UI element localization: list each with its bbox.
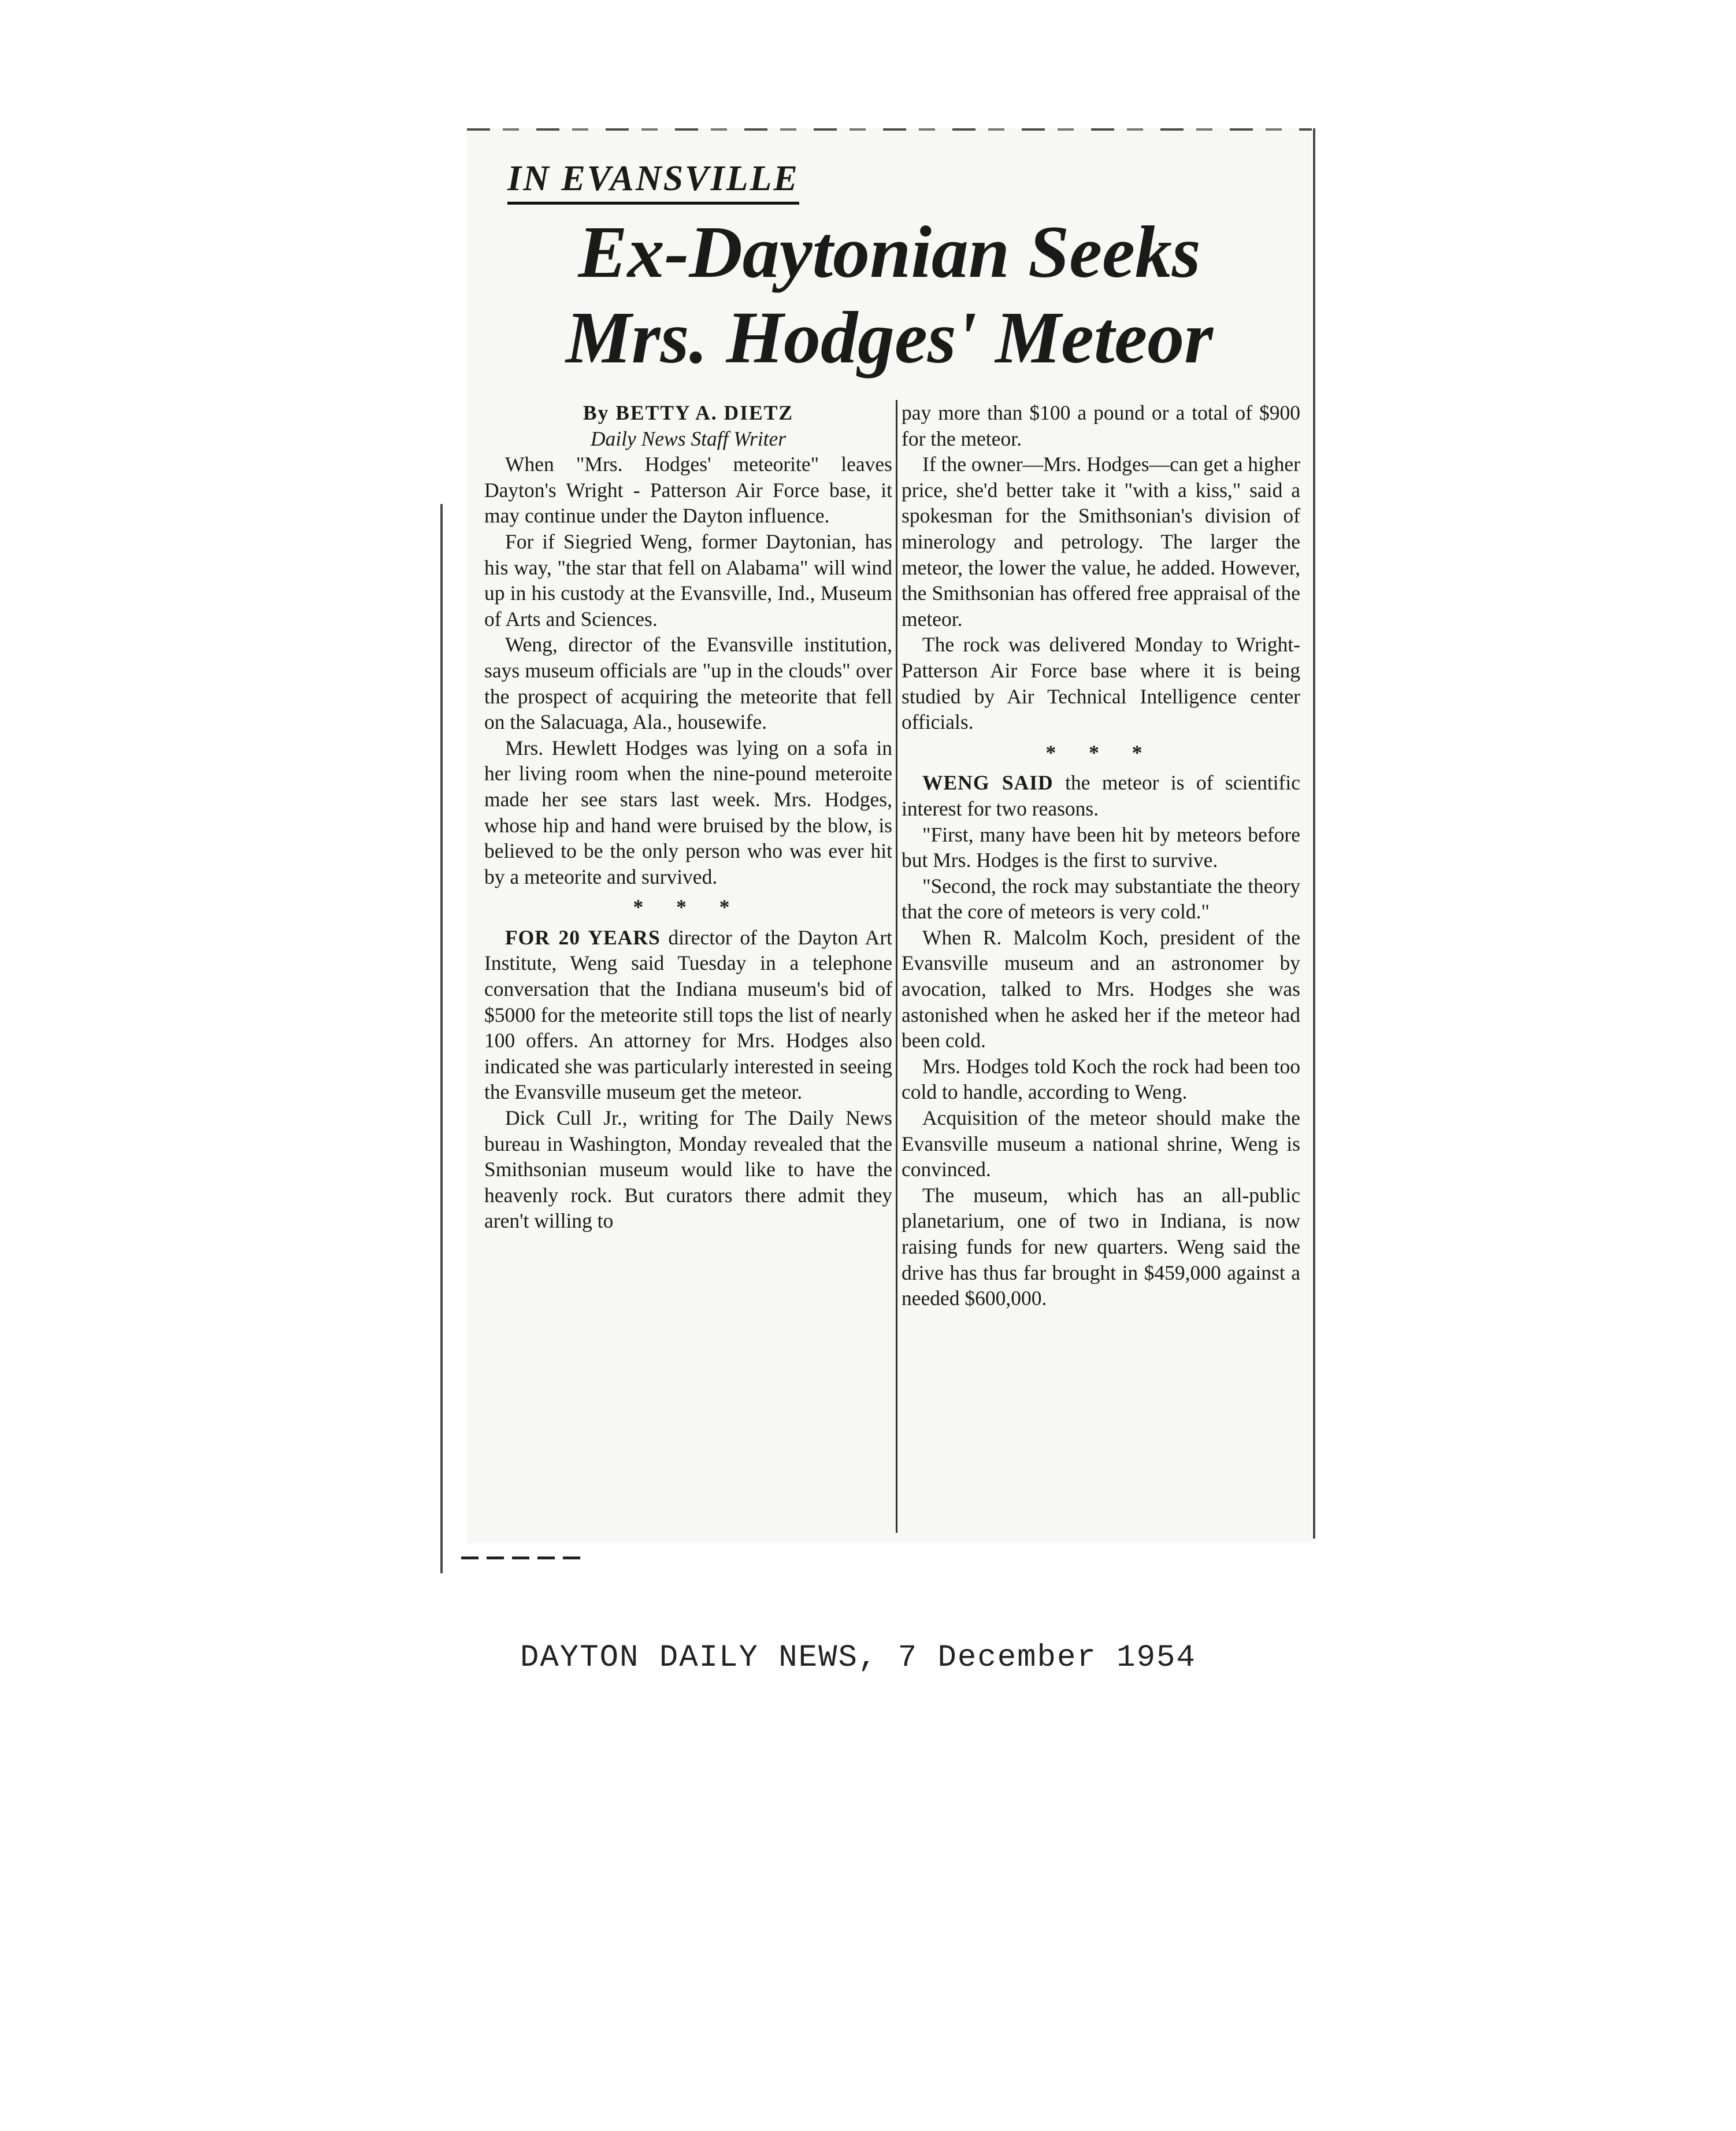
clipping-right-edge	[1313, 128, 1315, 1539]
section-break: * * *	[1045, 740, 1156, 764]
headline-line-1: Ex-Daytonian Seeks	[578, 211, 1201, 293]
article-column-left	[484, 400, 892, 1234]
paragraph: Mrs. Hodges told Koch the rock had been too cold to handle, according to Weng.	[902, 1054, 1300, 1104]
paragraph	[484, 925, 892, 1105]
paragraph: The rock was delivered Monday to Wright-Patterson Air Force base where it is being studied by Air Technical Intelligence center officials.	[902, 633, 1300, 734]
headline-line-2: Mrs. Hodges' Meteor	[566, 297, 1213, 379]
byline: By BETTY A. DIETZ	[583, 401, 794, 424]
paragraph: When "Mrs. Hodges' meteorite" leaves Dayton's Wright - Patterson Air Force base, it may continue under the Dayton influence.	[484, 453, 892, 528]
paragraph: "First, many have been hit by meteors before but Mrs. Hodges is the first to survive.	[902, 822, 1300, 872]
paragraph-lead-in: FOR 20 YEARS	[505, 925, 661, 949]
paragraph: When R. Malcolm Koch, president of the Evansville museum and an astronomer by avocation, talked to Mrs. Hodges she was astonished when he asked her if the meteor had been cold.	[902, 925, 1300, 1052]
paragraph-lead-in: WENG SAID	[922, 771, 1054, 795]
paragraph: Acquisition of the meteor should make the Evansville museum a national shrine, Weng is convinced.	[902, 1106, 1300, 1181]
column-divider	[896, 400, 897, 1533]
paragraph: For if Siegried Weng, former Daytonian, has his way, "the star that fell on Alabama" will wind up in his custody at the Evansville, Ind., Museum of Arts and Sciences.	[484, 529, 892, 631]
paragraph: Dick Cull Jr., writing for The Daily News bureau in Washington, Monday revealed that the Smithsonian museum would like to have the heavenly rock. But curators there admit they aren't willing to	[484, 1106, 892, 1233]
paragraph	[902, 770, 1300, 821]
clipping-bottom-edge	[461, 1556, 583, 1559]
newspaper-clipping	[467, 128, 1312, 1543]
paragraph: "Second, the rock may substantiate the theory that the core of meteors is very cold."	[902, 874, 1300, 924]
paragraph: If the owner—Mrs. Hodges—can get a higher price, she'd better take it "with a kiss," said a spokesman for the Smithsonian's division of minerology and petrology. The larger the meteor, the lower the value, he added. However, the Smithsonian has offered free appraisal of the meteor.	[902, 453, 1300, 631]
clipping-torn-top-edge	[467, 128, 1312, 131]
paragraph: The museum, which has an all-public planetarium, one of two in Indiana, is now raising funds for new quarters. Weng said the drive has thus far brought in $459,000 against a needed $600,000.	[902, 1183, 1300, 1310]
paragraph: Mrs. Hewlett Hodges was lying on a sofa in her living room when the nine-pound meteroite made her see stars last week. Mrs. Hodges, whose hip and hand were bruised by the blow, is believed to be the only person who was ever hit by a meteorite and survived.	[484, 736, 892, 888]
clipping-left-edge	[440, 504, 443, 1573]
paragraph: pay more than $100 a pound or a total of $900 for the meteor.	[902, 401, 1300, 450]
article-column-right	[902, 400, 1300, 1311]
headline	[467, 209, 1312, 380]
paragraph-text: director of the Dayton Art Institute, Weng said Tuesday in a telephone conversation that the Indiana museum's bid of $5000 for the meteorite still tops the list of nearly 100 offers. An attorney for Mrs. Hodges also indicated she was particularly interested in seeing the Evansville museum get the meteor.	[484, 925, 892, 1104]
source-caption: DAYTON DAILY NEWS, 7 December 1954	[520, 1640, 1196, 1676]
paragraph: Weng, director of the Evansville institution, says museum officials are "up in the clouds" over the prospect of acquiring the meteorite that fell on the Salacuaga, Ala., housewife.	[484, 633, 892, 734]
section-break: * * *	[633, 895, 744, 919]
paragraph-text: the meteor is of scientific interest for two reasons.	[902, 771, 1300, 820]
section-kicker: IN EVANSVILLE	[507, 158, 799, 205]
byline-title: Daily News Staff Writer	[590, 427, 787, 450]
